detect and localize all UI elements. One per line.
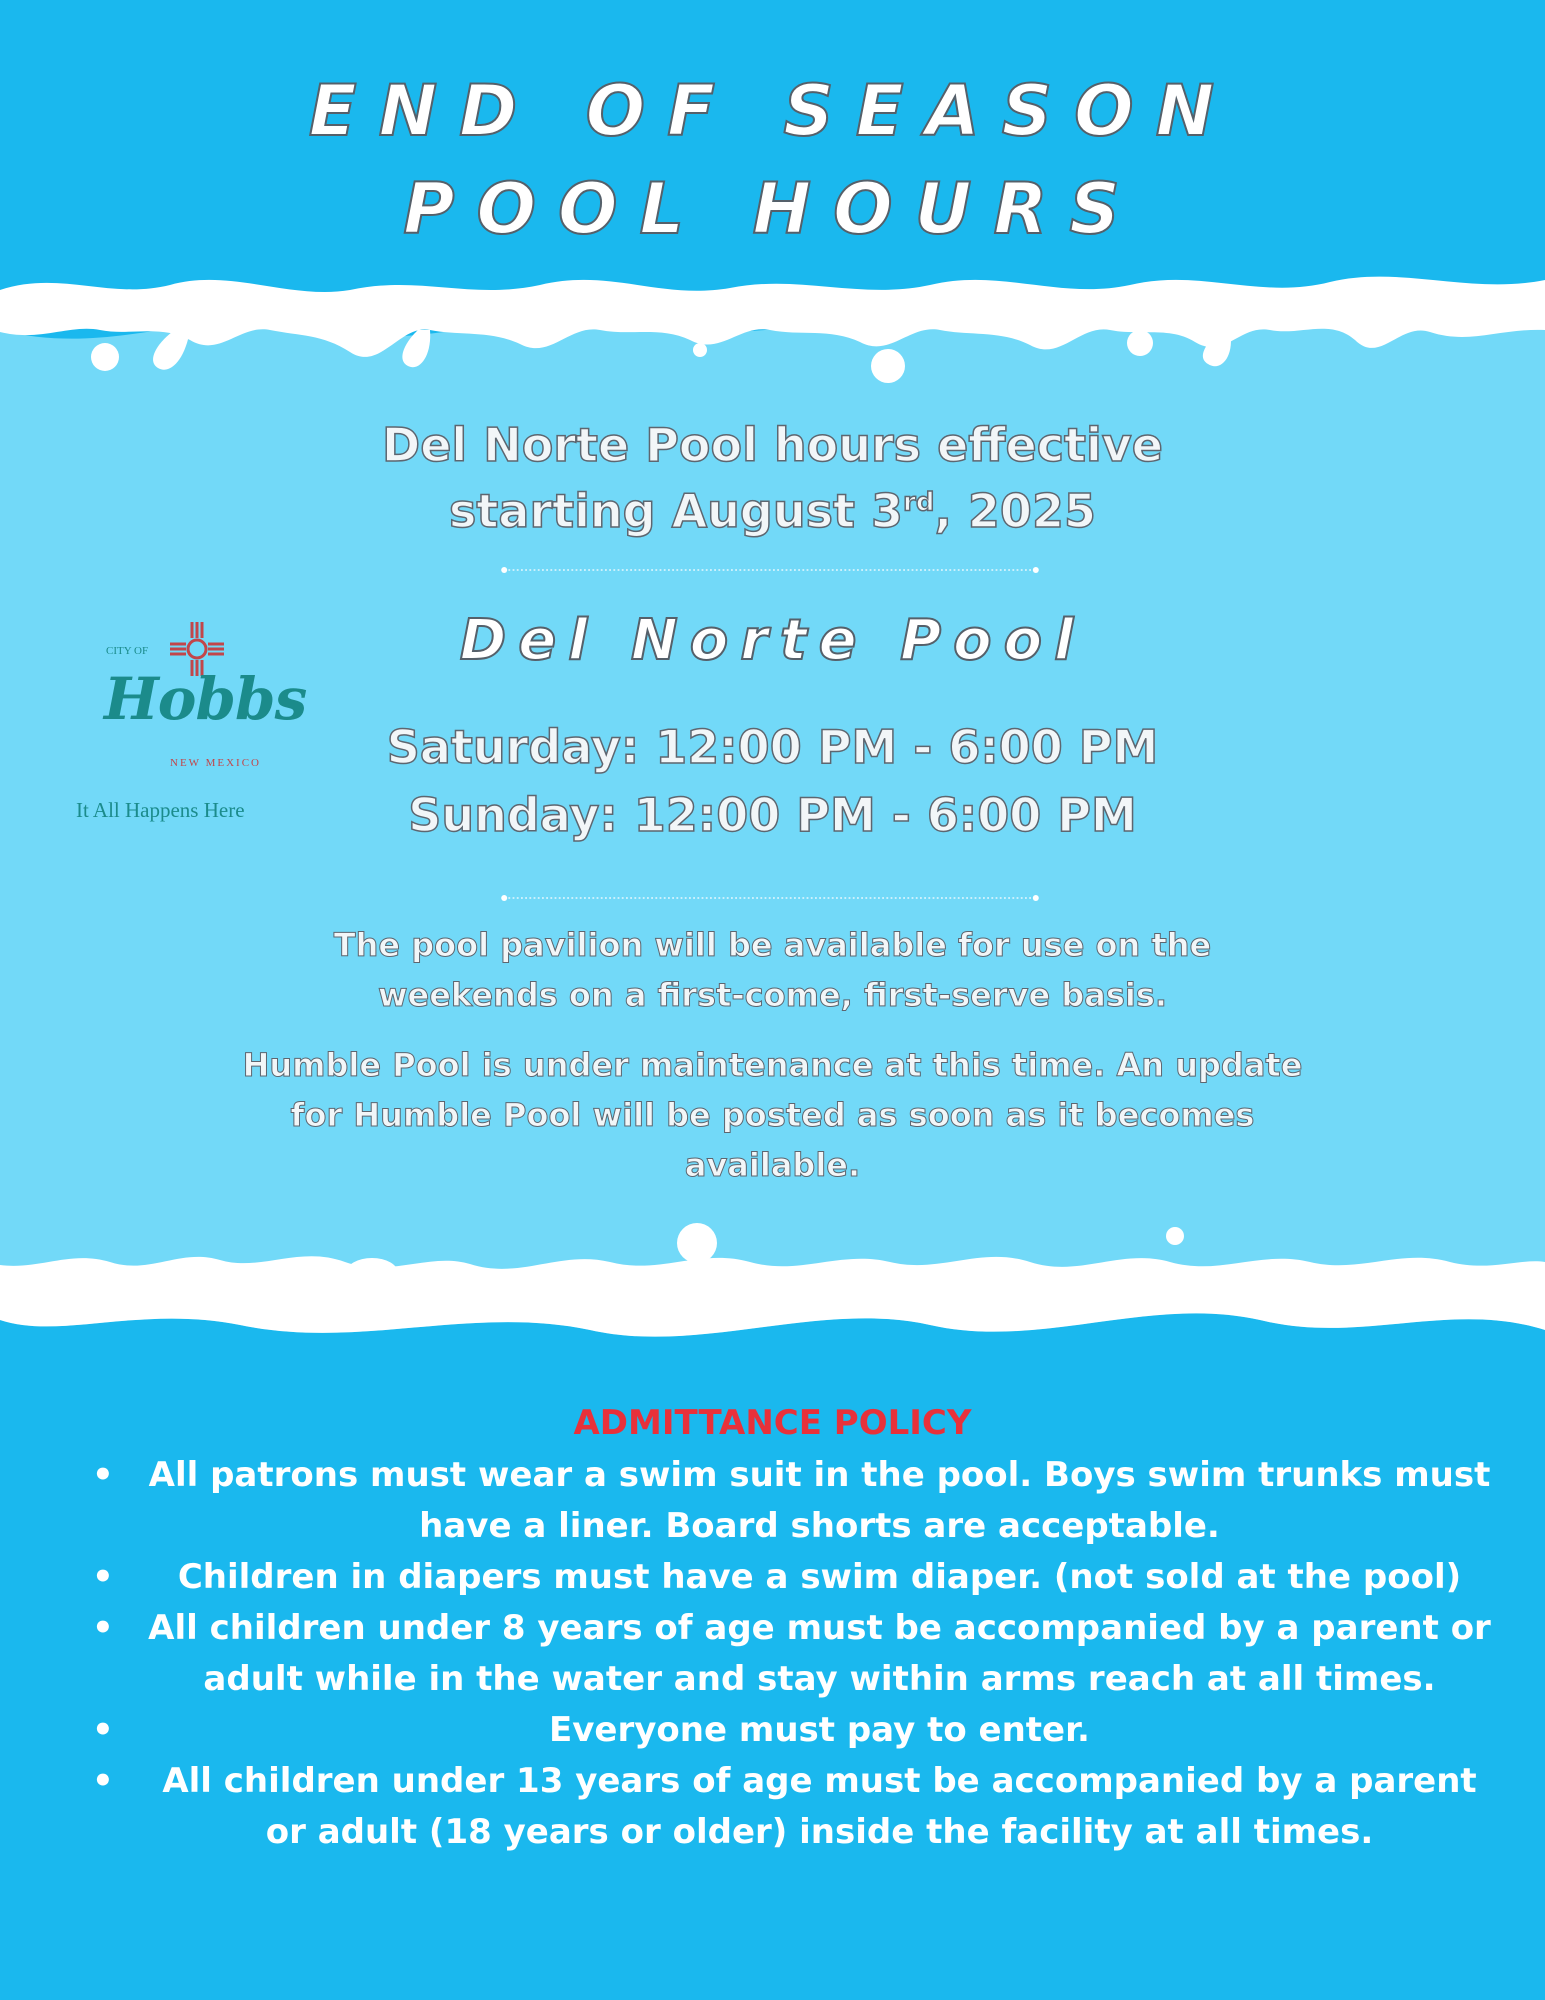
sunday-hours: Sunday: 12:00 PM - 6:00 PM [408,788,1137,842]
bullet: • [92,1761,114,1801]
humble-pool-note: Humble Pool is under maintenance at this time. An update for Humble Pool will be posted as soon as it becomes available. [242,1046,1303,1184]
title-line-2: POOL HOURS [403,168,1142,250]
policy-item [92,1756,1497,1858]
admittance-policy-title: ADMITTANCE POLICY [573,1403,972,1443]
effective-date-text: starting August 3 [449,484,903,538]
bullet: • [92,1608,114,1648]
foam-bubble [677,1223,717,1263]
foam-bubble [1127,330,1153,356]
logo-hobbs: Hobbs [104,665,307,733]
dotted-divider [322,567,1218,573]
policy-item-text: All patrons must wear a swim suit in the pool. Boys swim trunks must have a liner. Board shorts are acceptable. [148,1455,1491,1546]
admittance-policy-list [92,1450,1497,1858]
city-of-hobbs-logo [70,615,350,835]
logo-tagline: It All Happens Here [76,798,245,822]
policy-item-text: All children under 8 years of age must be accompanied by a parent or adult while in the water and stay within arms reach at all times. [148,1608,1491,1699]
policy-item-text: Everyone must pay to enter. [549,1710,1090,1750]
policy-item [92,1603,1497,1705]
effective-line-1: Del Norte Pool hours effective [382,418,1163,472]
bullet: • [92,1455,114,1495]
foam-bubble [1166,1227,1184,1245]
policy-item [92,1450,1497,1552]
policy-item-text: Children in diapers must have a swim diaper. (not sold at the pool) [177,1557,1462,1597]
bullet: • [92,1710,114,1750]
effective-date-ordinal: rd [903,487,935,518]
policy-item [92,1705,1497,1756]
bottom-foam-wave [0,1256,1545,1336]
pool-name: Del Norte Pool [459,608,1086,673]
dotted-divider [322,895,1218,901]
saturday-hours: Saturday: 12:00 PM - 6:00 PM [386,720,1159,774]
policy-item [92,1552,1497,1603]
logo-city-of: CITY OF [106,645,149,657]
foam-bubble [346,1258,398,1288]
effective-year-text: , 2025 [934,484,1096,538]
title-line-1: END OF SEASON [308,70,1237,152]
effective-line-2 [0,484,1545,538]
foam-bubble [693,343,707,357]
bullet: • [92,1557,114,1597]
logo-new-mexico: NEW MEXICO [170,757,261,769]
foam-bubble [871,349,905,383]
foam-bubble [91,343,119,371]
pavilion-note: The pool pavilion will be available for use on the weekends on a first-come, first-serve basis. [333,926,1212,1014]
policy-item-text: All children under 13 years of age must be accompanied by a parent or adult (18 years or older) inside the facility at all times. [162,1761,1477,1852]
